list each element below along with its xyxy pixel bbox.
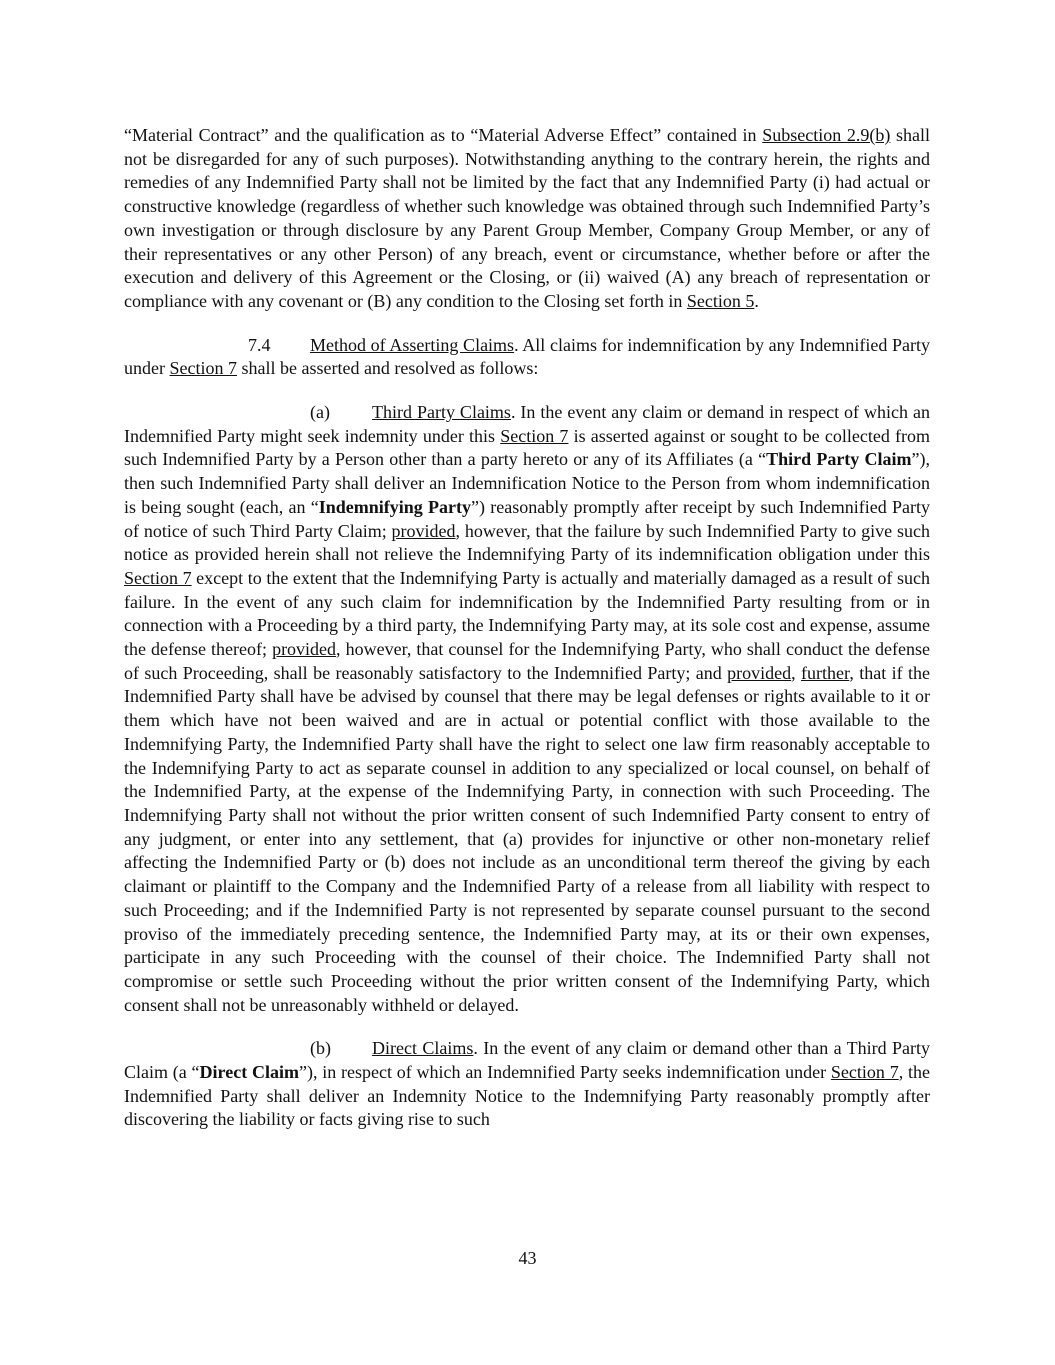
document-page	[124, 124, 930, 1132]
subsection-heading: Direct Claims	[372, 1038, 474, 1059]
cross-reference: Subsection 2.9(b)	[762, 125, 891, 145]
text-run: .	[754, 290, 759, 311]
cross-reference: Section 7	[830, 1062, 899, 1083]
section-heading: Method of Asserting Claims	[310, 334, 515, 355]
text-run: ”) reasonably promptly after receipt by such Indemnified Party of notice of such Third Party Claim;	[124, 496, 930, 541]
text-run: is asserted against or sought to be collected from such Indemnified Party by a Person other than a party hereto or any of its Affiliates (a “	[124, 425, 930, 470]
subsection-number: (a)	[310, 402, 330, 423]
text-run: ,	[791, 662, 802, 683]
text-run: , however, that the failure by such Indemnified Party to give such notice as provided herein shall not relieve the Indemnifying Party of its indemnification obligation under this	[124, 520, 930, 565]
cross-reference: Section 5	[686, 290, 755, 311]
defined-term: Third Party Claim	[766, 449, 912, 470]
text-run: , however, that counsel for the Indemnifying Party, who shall conduct the defense of such Proceeding, shall be reasonably satisfactory to the Indemnified Party; and	[124, 639, 930, 683]
subsection-number: (b)	[310, 1038, 331, 1059]
section-number: 7.4	[248, 334, 271, 355]
proviso-term: provided	[272, 639, 337, 660]
subsection-b-direct-claims	[124, 1037, 930, 1132]
text-run: shall not be disregarded for any of such purposes). Notwithstanding anything to the contrary herein, the rights and remedies of any Indemnified Party shall not be limited by the fact that any Indemnified Party (i) had actual or constructive knowledge (regardless of whether such knowledge was obtained through such Indemnified Party’s own investigation or through disclosure by any Parent Group Member, Company Group Member, or any of their representatives or any other Person) of any breach, event or circumstance, whether before or after the execution and delivery of this Agreement or the Closing, or (ii) waived (A) any breach of representation or compliance with any covenant or (B) any condition to the Closing set forth in	[124, 125, 931, 311]
text-run: ”), in respect of which an Indemnified Party seeks indemnification under	[298, 1062, 831, 1083]
proviso-term: provided	[391, 520, 456, 541]
text-run: , that if the Indemnified Party shall have be advised by counsel that there may be legal defenses or rights available to it or them which have not been waived and are in actual or potential conflict with those available to the Indemnifying Party, the Indemnified Party shall have the right to select one law firm reasonably acceptable to the Indemnifying Party to act as separate counsel in addition to any specialized or local counsel, on behalf of the Indemnified Party, at the expense of the Indemnifying Party, in connection with such Proceeding. The Indemnifying Party shall not without the prior written consent of such Indemnified Party consent to entry of any judgment, or enter into any settlement, that (a) provides for injunctive or other non-monetary relief affecting the Indemnified Party or (b) does not include as an unconditional term thereof the giving by each claimant or plaintiff to the Company and the Indemnified Party of a release from all liability with respect to such Proceeding; and if the Indemnified Party is not represented by separate counsel pursuant to the second proviso of the immediately preceding sentence, the Indemnified Party may, at its or their own expenses, participate in any such Proceeding with the counsel of their choice. The Indemnified Party shall not compromise or settle such Proceeding without the prior written consent of the Indemnifying Party, which consent shall not be unreasonably withheld or delayed.	[124, 662, 930, 1015]
subsection-heading: Third Party Claims	[372, 402, 511, 423]
cross-reference: Section 7	[124, 567, 192, 588]
text-run: . All claims for indemnification by any Indemnified Party under	[124, 334, 931, 379]
text-run: ”), then such Indemnified Party shall deliver an Indemnification Notice to the Person from whom indemnification is being sought (each, an “	[124, 449, 930, 517]
text-run: . In the event of any claim or demand other than a Third Party Claim (a “	[124, 1038, 930, 1083]
page-number: 43	[518, 1248, 537, 1268]
cross-reference: Section 7	[169, 358, 237, 379]
text-run: . In the event any claim or demand in respect of which an Indemnified Party might seek indemnity under this	[124, 402, 930, 446]
text-run: , the Indemnified Party shall deliver an Indemnity Notice to the Indemnifying Party reasonably promptly after discovering the liability or facts giving rise to such	[124, 1062, 930, 1130]
defined-term: Direct Claim	[199, 1062, 299, 1083]
subsection-a-third-party-claims	[124, 401, 930, 1017]
text-run: shall be asserted and resolved as follows:	[236, 358, 539, 379]
proviso-term: further	[801, 662, 850, 683]
proviso-term: provided	[727, 662, 792, 683]
text-run: except to the extent that the Indemnifying Party is actually and materially damaged as a result of such failure. In the event of any such claim for indemnification by the Indemnified Party resulting from or in connection with a Proceeding by a third party, the Indemnifying Party may, at its sole cost and expense, assume the defense thereof;	[124, 567, 930, 660]
section-7-4	[124, 334, 930, 381]
defined-term: Indemnifying Party	[318, 496, 472, 517]
paragraph-continuation	[124, 124, 930, 314]
text-run: “Material Contract” and the qualification as to “Material Adverse Effect” contained in	[124, 125, 763, 145]
cross-reference: Section 7	[500, 425, 569, 446]
